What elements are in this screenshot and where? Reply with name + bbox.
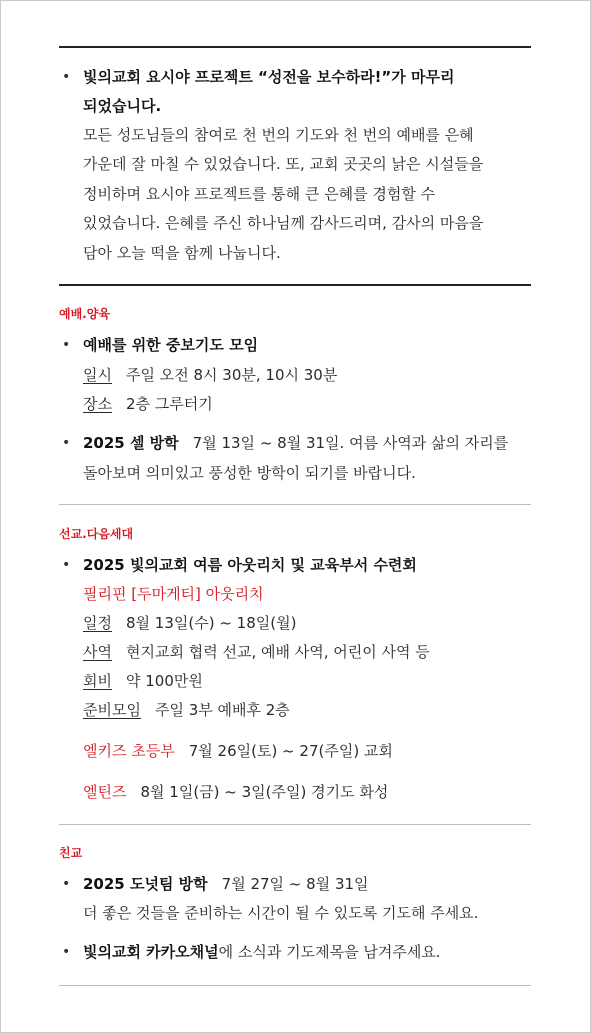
intro-title-line1: 빛의교회 요시야 프로젝트 “성전을 보수하라!”가 마무리 xyxy=(83,68,455,86)
donut-break-row xyxy=(83,874,369,894)
bullet: • xyxy=(62,557,71,573)
section-title-worship: 예배.양육 xyxy=(59,307,110,321)
intro-body-line: 있었습니다. 은혜를 주신 하나님께 감사드리며, 감사의 마음을 xyxy=(83,214,484,232)
outreach-ministry-label: 사역 xyxy=(83,643,112,661)
bullet: • xyxy=(62,435,71,451)
cell-break-title: 2025 셀 방학 xyxy=(83,434,179,452)
section-divider xyxy=(59,504,531,505)
prayer-time-value: 주일 오전 8시 30분, 10시 30분 xyxy=(125,366,338,384)
donut-break-dates: 7월 27일 ~ 8월 31일 xyxy=(221,875,369,893)
prayer-time-label: 일시 xyxy=(83,366,112,384)
section-title-fellowship: 친교 xyxy=(59,846,83,860)
outreach-prep-label: 준비모임 xyxy=(83,701,141,719)
donut-break-line2: 더 좋은 것들을 준비하는 시간이 될 수 있도록 기도해 주세요. xyxy=(83,904,479,922)
intro-body-line: 정비하며 요시야 프로젝트를 통해 큰 은혜를 경험할 수 xyxy=(83,185,436,203)
intro-title-line2: 되었습니다. xyxy=(83,97,162,115)
bullet: • xyxy=(62,944,71,960)
teens-retreat-value: 8월 1일(금) ~ 3일(주일) 경기도 화성 xyxy=(140,783,389,801)
donut-break-title: 2025 도넛팀 방학 xyxy=(83,875,208,893)
kids-retreat-label: 엘키즈 초등부 xyxy=(83,742,175,760)
outreach-ministry-row xyxy=(83,642,430,662)
outreach-fee-row xyxy=(83,671,203,691)
top-divider xyxy=(59,46,531,48)
kakao-channel-name: 빛의교회 카카오채널 xyxy=(83,943,219,961)
cell-break-row xyxy=(83,433,508,453)
outreach-prep-row xyxy=(83,700,290,720)
outreach-subtitle: 필리핀 [두마게티] 아웃리치 xyxy=(83,585,264,603)
intro-body-line: 가운데 잘 마칠 수 있었습니다. 또, 교회 곳곳의 낡은 시설들을 xyxy=(83,155,484,173)
outreach-prep-value: 주일 3부 예배후 2층 xyxy=(154,701,290,719)
kakao-channel-text: 에 소식과 기도제목을 남겨주세요. xyxy=(218,943,441,961)
outreach-schedule-value: 8월 13일(수) ~ 18일(월) xyxy=(125,614,297,632)
bottom-divider xyxy=(59,985,531,986)
outreach-schedule-label: 일정 xyxy=(83,614,112,632)
bullet: • xyxy=(62,337,71,353)
intro-body-line: 담아 오늘 떡을 함께 나눕니다. xyxy=(83,244,281,262)
section-divider xyxy=(59,284,531,286)
bullet: • xyxy=(62,876,71,892)
intro-body-line: 모든 성도님들의 참여로 천 번의 기도와 천 번의 예배를 은혜 xyxy=(83,126,474,144)
kids-retreat-row xyxy=(83,741,393,761)
prayer-place-value: 2층 그루터기 xyxy=(125,395,213,413)
outreach-fee-value: 약 100만원 xyxy=(125,672,203,690)
section-title-mission: 선교.다음세대 xyxy=(59,527,134,541)
cell-break-line1: 7월 13일 ~ 8월 31일. 여름 사역과 삶의 자리를 xyxy=(192,434,509,452)
prayer-place-row xyxy=(83,394,213,414)
prayer-place-label: 장소 xyxy=(83,395,112,413)
outreach-schedule-row xyxy=(83,613,296,633)
kids-retreat-value: 7월 26일(토) ~ 27(주일) 교회 xyxy=(188,742,393,760)
outreach-title: 2025 빛의교회 여름 아웃리치 및 교육부서 수련회 xyxy=(83,556,417,574)
section-divider xyxy=(59,824,531,825)
bullet: • xyxy=(62,69,71,85)
teens-retreat-row xyxy=(83,782,388,802)
outreach-fee-label: 회비 xyxy=(83,672,112,690)
teens-retreat-label: 엘틴즈 xyxy=(83,783,127,801)
cell-break-line2: 돌아보며 의미있고 풍성한 방학이 되기를 바랍니다. xyxy=(83,464,416,482)
prayer-time-row xyxy=(83,365,337,385)
kakao-channel-row xyxy=(83,942,441,962)
outreach-ministry-value: 현지교회 협력 선교, 예배 사역, 어린이 사역 등 xyxy=(125,643,430,661)
prayer-meeting-title: 예배를 위한 중보기도 모임 xyxy=(83,336,259,354)
